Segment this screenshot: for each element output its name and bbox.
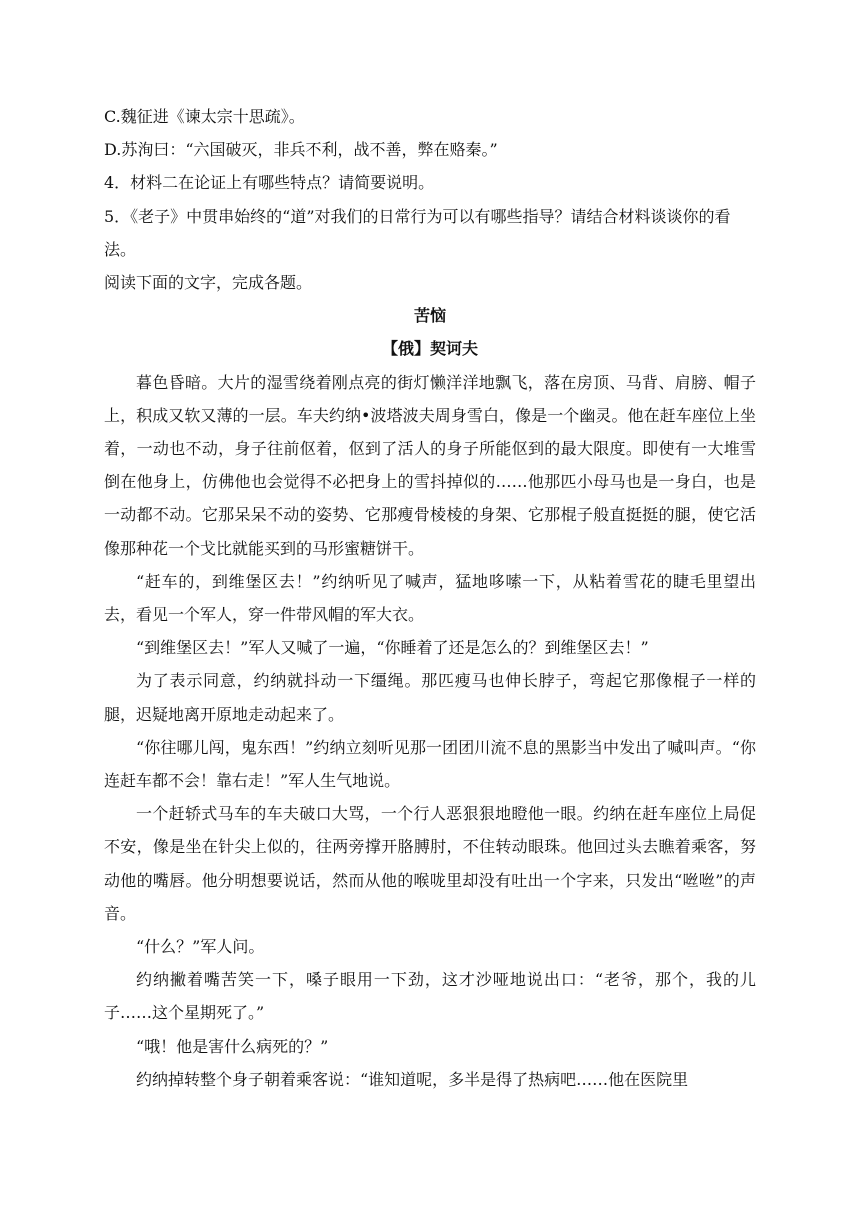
question-5: 5．《老子》中贯串始终的“道”对我们的日常行为可以有哪些指导？请结合材料谈谈你的看法。 [104,206,731,259]
story-paragraph-1: 暮色昏暗。大片的湿雪绕着刚点亮的街灯懒洋洋地飘飞，落在房顶、马背、肩膀、帽子上，积成又软又薄的一层。车夫约纳•波塔波夫周身雪白，像是一个幽灵。他在赶车座位上坐着，一动也不动，身子往前伛着，伛到了活人的身子所能伛到的最大限度。即使有一大堆雪倒在他身上，仿佛他也会觉得不必把身上的雪抖掉似的……他那匹小母马也是一身白，也是一动都不动。它那呆呆不动的姿势、它那瘦骨棱棱的身架、它那棍子般直挺挺的腿，使它活像那种花一个戈比就能买到的马形蜜糖饼干。 [104,372,756,558]
story-paragraph-6: 一个赶轿式马车的车夫破口大骂，一个行人恶狠狠地瞪他一眼。约纳在赶车座位上局促不安，像是坐在针尖上似的，往两旁撑开胳膊肘，不住转动眼珠。他回过头去瞧着乘客，努动他的嘴唇。他分明想要说话，然而从他的喉咙里却没有吐出一个字来，只发出“咝咝”的声音。 [104,804,756,923]
story-paragraph-9: “哦！他是害什么病死的？” [136,1036,329,1056]
story-paragraph-10: 约纳掉转整个身子朝着乘客说：“谁知道呢，多半是得了热病吧……他在医院里 [136,1069,689,1089]
story-paragraph-8: 约纳撇着嘴苦笑一下，嗓子眼用一下劲，这才沙哑地说出口：“老爷，那个，我的儿子……这个星期死了。” [104,970,756,1023]
option-c: C.魏征进《谏太宗十思疏》。 [104,107,305,126]
story-paragraph-5: “你往哪儿闯，鬼东西！”约纳立刻听见那一团团川流不息的黑影当中发出了喊叫声。“你连赶车都不会！靠右走！”军人生气地说。 [104,737,756,791]
story-paragraph-7: “什么？”军人问。 [136,937,265,957]
story-paragraph-4: 为了表示同意，约纳就抖动一下缰绳。那匹瘦马也伸长脖子，弯起它那像棍子一样的腿，迟疑地离开原地走动起来了。 [104,671,756,724]
question-4: 4．材料二在论证上有哪些特点？请简要说明。 [104,173,435,193]
reading-instruction: 阅读下面的文字，完成各题。 [104,273,313,293]
story-paragraph-3: “到维堡区去！”军人又喊了一遍，“你睡着了还是怎么的？到维堡区去！” [136,638,649,658]
story-author: 【俄】契诃夫 [381,339,478,359]
story-paragraph-2: “赶车的，到维堡区去！”约纳听见了喊声，猛地哆嗦一下，从粘着雪花的睫毛里望出去，看见一个军人，穿一件带风帽的军大衣。 [104,571,756,625]
document-page [104,100,756,1096]
option-d: D.苏洵曰：“六国破灭，非兵不利，战不善，弊在赂秦。” [104,140,498,160]
story-title: 苦恼 [413,306,446,326]
